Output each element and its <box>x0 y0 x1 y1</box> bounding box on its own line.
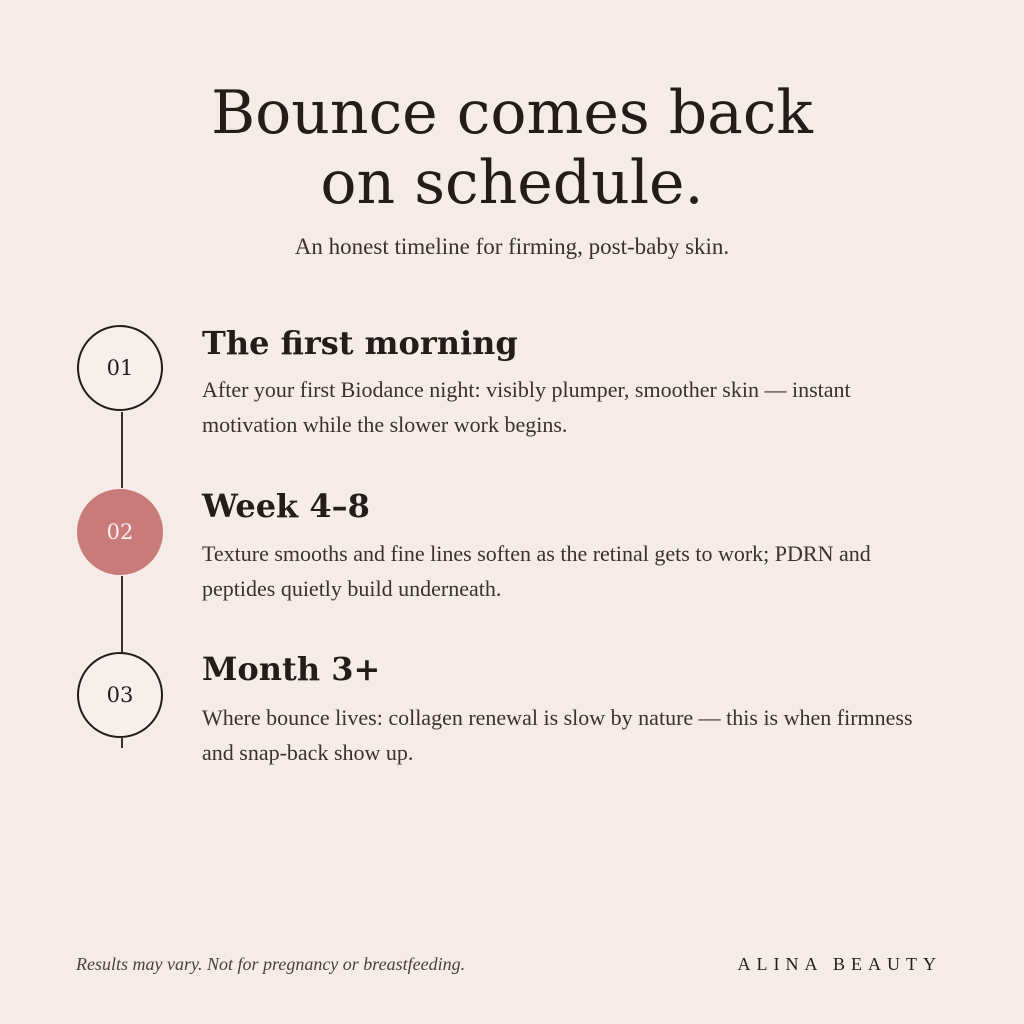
step-1-marker: 01 <box>77 325 163 411</box>
headline-line-2: on schedule. <box>320 148 704 218</box>
timeline-connector <box>121 576 123 652</box>
disclaimer: Results may vary. Not for pregnancy or breastfeeding. <box>76 954 466 974</box>
step-2-description: Texture smooths and fine lines soften as the retinal gets to work; PDRN and peptides quietly build underneath. <box>202 541 871 601</box>
brand-logo: ALINA BEAUTY <box>737 954 942 974</box>
timeline-connector <box>121 412 123 488</box>
step-1-description: After your first Biodance night: visibly plumper, smoother skin — instant motivation while the slower work begins. <box>202 377 851 437</box>
subtitle: An honest timeline for firming, post-baby skin. <box>294 234 730 259</box>
step-3-marker: 03 <box>77 652 163 738</box>
headline-line-1: Bounce comes back <box>211 78 813 148</box>
step-1-title: The first morning <box>202 324 518 362</box>
step-3-title: Month 3+ <box>202 650 381 688</box>
timeline-connector <box>121 738 123 748</box>
step-2-title: Week 4–8 <box>202 487 370 525</box>
step-3-description: Where bounce lives: collagen renewal is slow by nature — this is when firmness and snap-back show up. <box>202 705 913 765</box>
step-2-marker: 02 <box>77 489 163 575</box>
